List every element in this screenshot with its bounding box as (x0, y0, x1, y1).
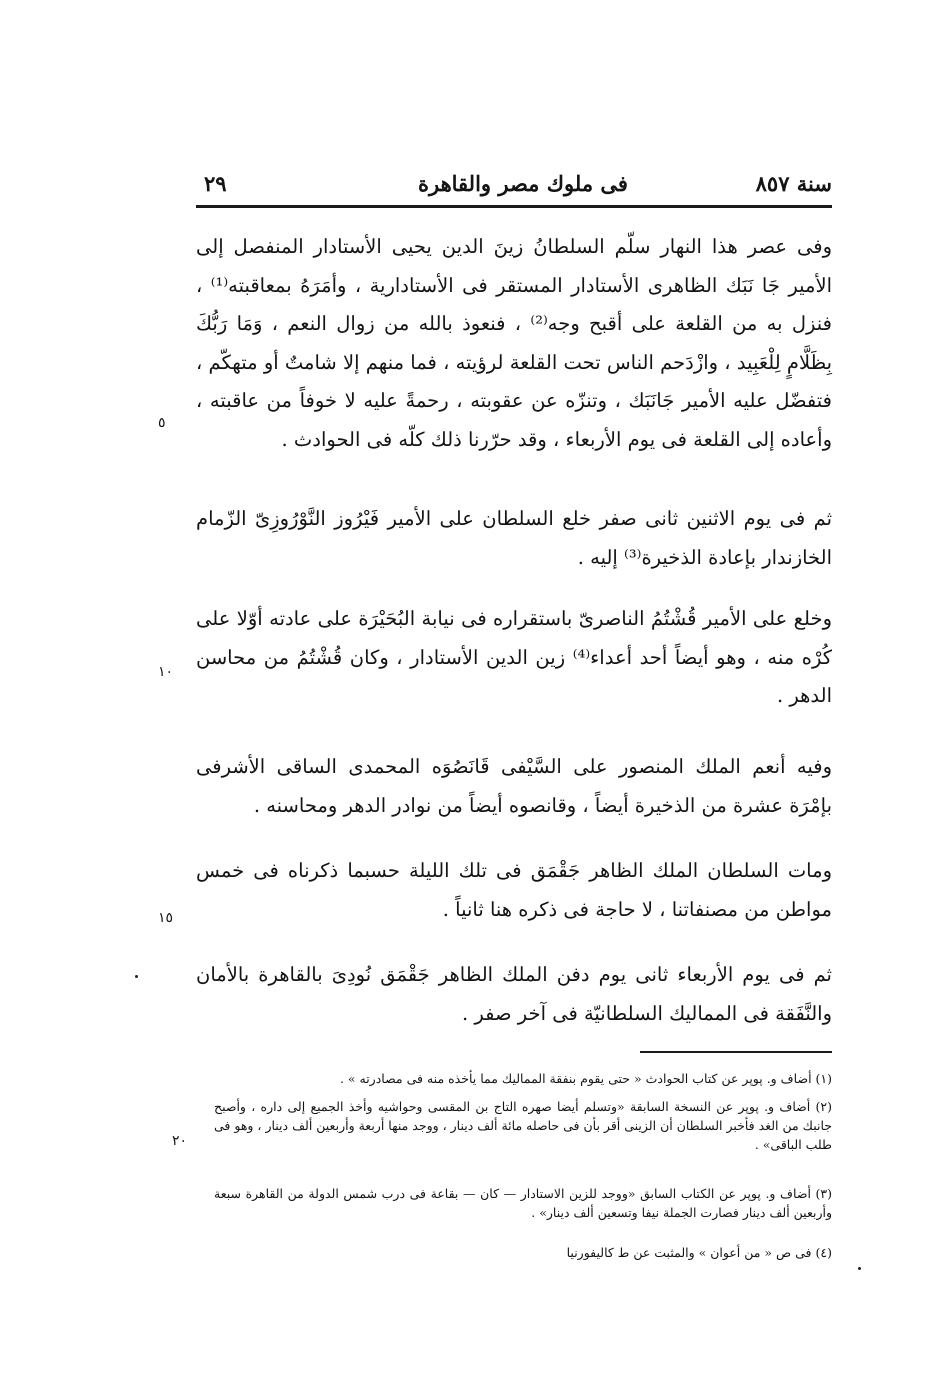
footnote-1: (١) أضاف و. پوپر عن كتاب الحوادث « حتى يقوم بنفقة المماليك مما يأخذه منه فى مصادرته » . (339, 1071, 832, 1086)
header-rule (196, 205, 832, 208)
paragraph-4: وفيه أنعم الملك المنصور على السَّيْفى قَانَصُوَه المحمدى الساقى الأشرفى بإمْرَة عشرة من الذخيرة أيضاً ، وقانصوه أيضاً من نوادر الدهر ومحاسنه . (196, 755, 832, 817)
footnote-2: (٢) أضاف و. پوپر عن النسخة السابقة «وتسلم أيضا صهره التاج بن المقسى وحواشيه وأخذ الجميع إلى داره ، وأصبح جانبك من الغد فأخبر السلطان أن الزينى أقر بأن فى حاصله مائة ألف دينار ، ووجد منها أربعة وأربعين ألف دينار ، وهو فى طلب الباقى» . (214, 1099, 832, 1152)
paragraph-6: ثم فى يوم الأربعاء ثانى يوم دفن الملك الظاهر جَقْمَق نُودِىَ بالقاهرة بالأمان والنَّفَقة فى المماليك السلطانيّة فى آخر صفر . (196, 963, 832, 1025)
header-year: سنة ٨٥٧ (755, 171, 832, 196)
paragraph-1: وفى عصر هذا النهار سلّم السلطانُ زينَ الدين يحيى الأستادار المنفصل إلى الأمير جَا نَبَك الظاهرى الأستادار المستقر فى الأستادارية ، وأمَرَهُ بمعاقبته⁽¹⁾ ، فنزل به من القلعة على أقبح وجه⁽²⁾ ، فنعوذ بالله من زوال النعم ، وَمَا رَبُّكَ بِظَلَّامٍ لِلْعَبِيد ، وازْدَحم الناس تحت القلعة لرؤيته ، فما منهم إلا شامتٌ أو متهكّم ، فتفضّل عليه الأمير جَانَبَك ، وتنزّه عن عقوبته ، رحمةً عليه لا خوفاً من عاقبته ، وأعاده إلى القلعة فى يوم الأربعاء ، وقد حرّرنا ذلك كلّه فى الحوادث . (196, 235, 832, 451)
footnote-rule (640, 1051, 832, 1053)
print-speck (135, 975, 138, 978)
line-number-15: ١٥ (158, 910, 174, 926)
header-title: فى ملوك مصر والقاهرة (418, 171, 628, 196)
paragraph-2: ثم فى يوم الاثنين ثانى صفر خلع السلطان على الأمير فَيْرُوز النَّوْرُوزِىّ الزّمام الخازندار بإعادة الذخيرة⁽³⁾ إليه . (196, 507, 832, 569)
paragraph-5: ومات السلطان الملك الظاهر جَقْمَق فى تلك الليلة حسبما ذكرناه فى خمس مواطن من مصنفاتنا ، لا حاجة فى ذكره هنا ثانياً . (196, 859, 832, 921)
line-number-10: ١٠ (158, 664, 174, 680)
print-speck (858, 1267, 861, 1270)
page-number: ٢٩ (204, 171, 227, 196)
footnote-3: (٣) أضاف و. پوپر عن الكتاب السابق «ووجد للزين الاستادار — كان — بقاعة فى درب شمس الدولة من القاهرة سبعة وأربعين ألف دينار فصارت الجملة نيفا وتسعين ألف دينار» . (214, 1186, 832, 1220)
footnote-4: (٤) فى ص « من أعوان » والمثبت عن ط كاليفورنيا (566, 1245, 832, 1260)
line-number-20: ٢٠ (172, 1133, 188, 1149)
paragraph-3: وخلع على الأمير قُشْتُمُ الناصرىّ باستقراره فى نيابة البُحَيْرَة على عادته أوّلا على كُرْه منه ، وهو أيضاً أحد أعداء⁽⁴⁾ زين الدين الأستادار ، وكان قُشْتُمُ من محاسن الدهر . (196, 607, 832, 707)
line-number-5: ٥ (158, 415, 166, 431)
